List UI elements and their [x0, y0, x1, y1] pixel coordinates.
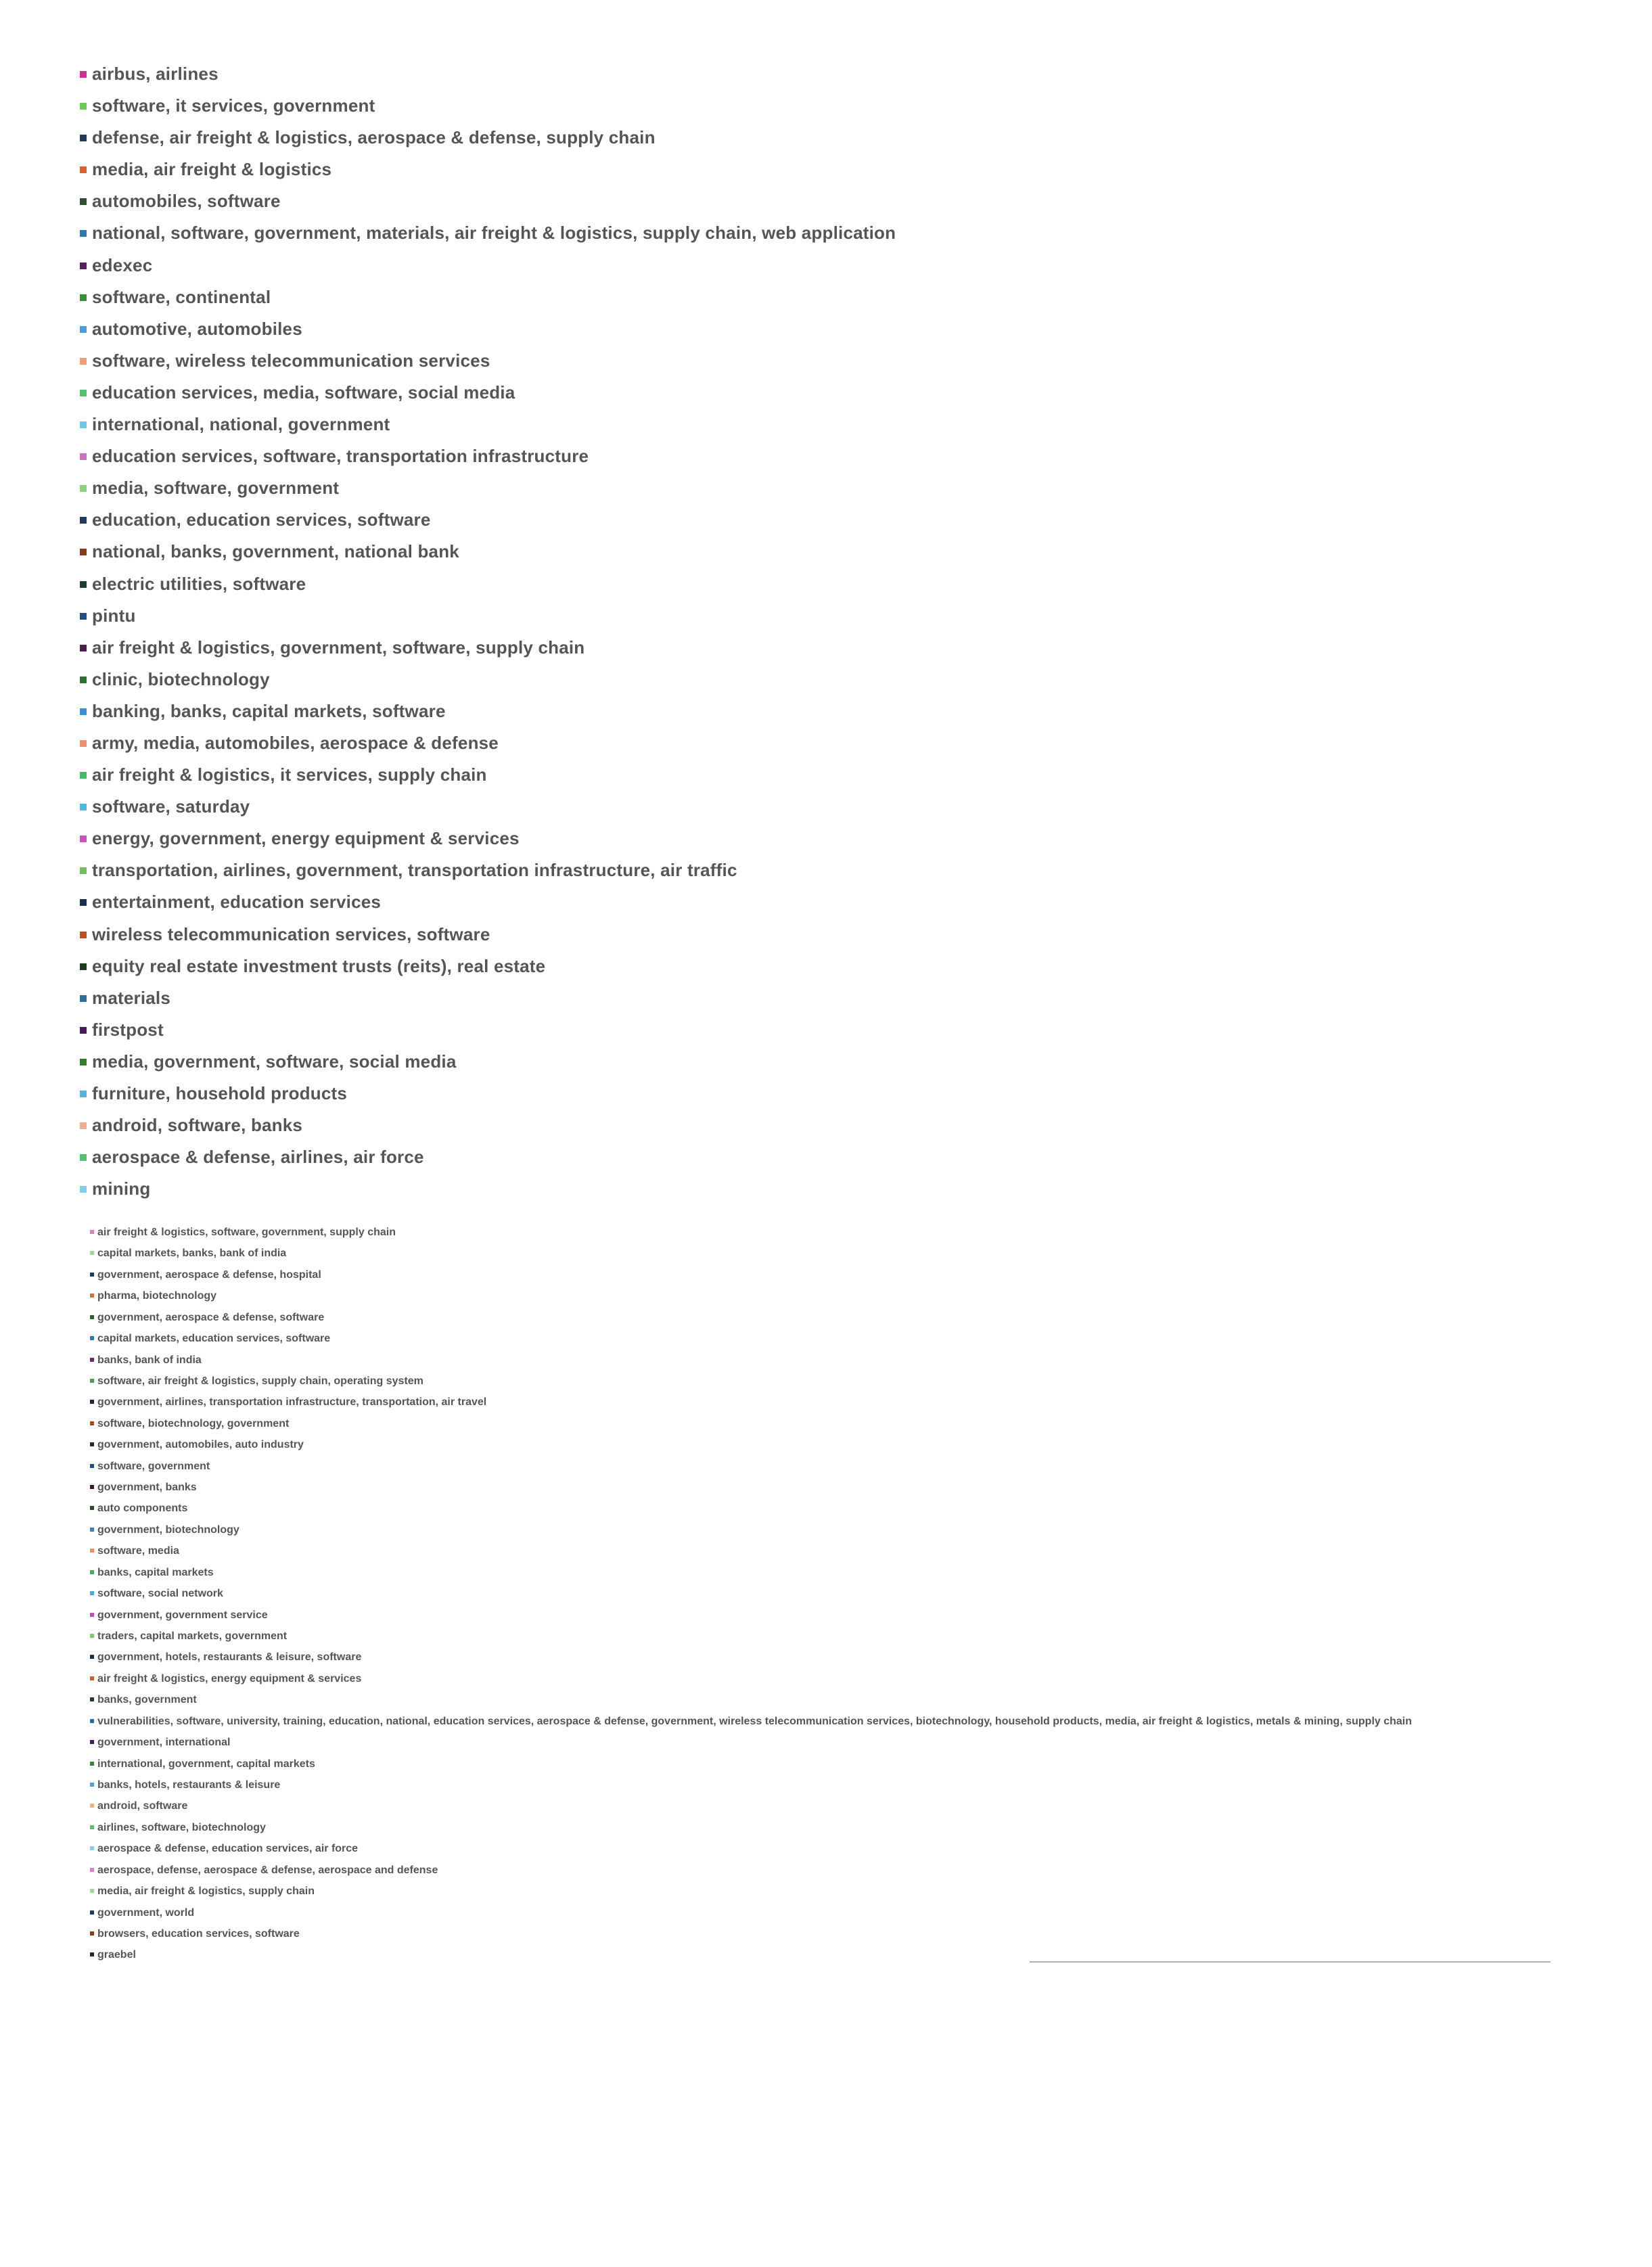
legend-primary-entry [80, 924, 896, 956]
horizontal-divider [1030, 1961, 1551, 1963]
legend-secondary-entry [90, 1736, 1412, 1757]
legend-swatch [80, 262, 87, 269]
legend-secondary-entry [90, 1524, 1412, 1544]
legend-swatch [90, 1336, 94, 1340]
legend-primary-entry [80, 764, 896, 796]
legend-primary [80, 64, 896, 1210]
legend-primary-entry [80, 541, 896, 573]
legend-label: auto components [97, 1503, 188, 1515]
legend-label: capital markets, education services, software [97, 1333, 331, 1345]
legend-swatch [90, 1889, 94, 1893]
legend-label: browsers, education services, software [97, 1927, 300, 1940]
legend-swatch [90, 1804, 94, 1808]
legend-swatch [90, 1251, 94, 1255]
legend-secondary-entry [90, 1417, 1412, 1438]
legend-secondary-entry [90, 1779, 1412, 1800]
legend-label: software, media [97, 1545, 179, 1557]
legend-secondary-entry [90, 1289, 1412, 1310]
legend-swatch [90, 1230, 94, 1234]
legend-swatch [80, 166, 87, 173]
legend-primary-entry [80, 796, 896, 828]
legend-secondary-entry [90, 1672, 1412, 1693]
legend-primary-entry [80, 95, 896, 127]
legend-label: media, software, government [92, 478, 340, 499]
legend-label: automotive, automobiles [92, 318, 302, 339]
legend-swatch [80, 485, 87, 492]
legend-label: software, continental [92, 286, 271, 307]
legend-label: pharma, biotechnology [97, 1290, 217, 1302]
legend-swatch [90, 1400, 94, 1404]
legend-secondary-entry [90, 1566, 1412, 1587]
legend-swatch [90, 1442, 94, 1446]
legend-swatch [80, 198, 87, 205]
legend-primary-entry [80, 64, 896, 95]
legend-secondary-entry [90, 1864, 1412, 1885]
legend-label: pintu [92, 605, 136, 626]
legend-swatch [90, 1591, 94, 1595]
legend-label: mining [92, 1178, 151, 1199]
legend-swatch [90, 1825, 94, 1829]
legend-swatch [90, 1613, 94, 1617]
legend-label: wireless telecommunication services, software [92, 923, 490, 944]
legend-label: software, social network [97, 1588, 223, 1600]
legend-primary-entry [80, 159, 896, 191]
legend-swatch [90, 1315, 94, 1319]
legend-secondary-entry [90, 1311, 1412, 1332]
legend-label: air freight & logistics, software, government, supply chain [97, 1227, 396, 1238]
legend-label: banking, banks, capital markets, software [92, 700, 446, 721]
legend-swatch [90, 1783, 94, 1787]
legend-label: defense, air freight & logistics, aerospace & defense, supply chain [92, 127, 656, 148]
legend-label: aerospace & defense, airlines, air force [92, 1147, 424, 1168]
legend-label: traders, capital markets, government [97, 1630, 288, 1643]
legend-secondary-entry [90, 1268, 1412, 1289]
legend-label: media, air freight & logistics [92, 159, 332, 180]
legend-swatch [80, 453, 87, 460]
legend-secondary-entry [90, 1800, 1412, 1821]
legend-primary-entry [80, 637, 896, 669]
legend-secondary-entry [90, 1651, 1412, 1672]
legend-label: aerospace & defense, education services, air force [97, 1843, 359, 1855]
legend-swatch [80, 1059, 87, 1066]
legend-swatch [80, 708, 87, 715]
legend-label: air freight & logistics, energy equipment & services [97, 1672, 362, 1685]
legend-label: software, wireless telecommunication services [92, 350, 490, 371]
legend-swatch [90, 1358, 94, 1362]
legend-swatch [90, 1634, 94, 1638]
legend-label: electric utilities, software [92, 573, 306, 594]
legend-label: national, banks, government, national bank [92, 541, 459, 562]
legend-primary-entry [80, 414, 896, 446]
legend-label: international, national, government [92, 414, 390, 435]
legend-label: education services, media, software, social media [92, 382, 515, 403]
legend-label: government, biotechnology [97, 1524, 239, 1536]
legend-primary-entry [80, 733, 896, 764]
legend-swatch [80, 835, 87, 842]
legend-label: energy, government, energy equipment & services [92, 828, 520, 849]
legend-swatch [80, 581, 87, 588]
legend-primary-entry [80, 1115, 896, 1147]
legend-primary-entry [80, 509, 896, 541]
legend-secondary-entry [90, 1375, 1412, 1396]
legend-label: international, government, capital markets [97, 1758, 315, 1770]
legend-swatch [80, 963, 87, 970]
legend-secondary-entry [90, 1609, 1412, 1630]
legend-label: government, airlines, transportation infrastructure, transportation, air travel [97, 1396, 487, 1409]
legend-secondary-entry [90, 1481, 1412, 1502]
legend-primary-entry [80, 223, 896, 254]
legend-label: equity real estate investment trusts (reits), real estate [92, 955, 546, 976]
legend-label: government, banks [97, 1482, 197, 1494]
legend-label: capital markets, banks, bank of india [97, 1247, 287, 1260]
legend-swatch [90, 1273, 94, 1277]
legend-secondary-entry [90, 1438, 1412, 1459]
legend-swatch [80, 899, 87, 906]
legend-label: banks, hotels, restaurants & leisure [97, 1779, 281, 1791]
legend-label: army, media, automobiles, aerospace & defense [92, 732, 499, 753]
legend-secondary-entry [90, 1396, 1412, 1417]
legend-secondary-entry [90, 1906, 1412, 1927]
legend-primary-entry [80, 319, 896, 350]
legend-primary-entry [80, 956, 896, 988]
legend-label: government, government service [97, 1609, 268, 1621]
legend-primary-entry [80, 191, 896, 223]
legend-primary-entry [80, 701, 896, 733]
legend-label: government, aerospace & defense, hospital [97, 1268, 321, 1281]
legend-swatch [80, 867, 87, 874]
legend-swatch [80, 358, 87, 365]
legend-primary-entry [80, 860, 896, 892]
legend-primary-entry [80, 127, 896, 159]
legend-primary-entry [80, 988, 896, 1020]
legend-swatch [90, 1719, 94, 1723]
legend-swatch [80, 1122, 87, 1129]
legend-swatch [80, 103, 87, 110]
legend-label: airlines, software, biotechnology [97, 1821, 266, 1833]
legend-swatch [90, 1868, 94, 1872]
legend-secondary-entry [90, 1630, 1412, 1651]
legend-swatch [90, 1655, 94, 1659]
legend-primary-entry [80, 574, 896, 605]
legend-label: entertainment, education services [92, 892, 382, 913]
legend-swatch [80, 772, 87, 779]
legend-secondary-entry [90, 1544, 1412, 1565]
legend-secondary [90, 1226, 1412, 1970]
legend-secondary-entry [90, 1587, 1412, 1608]
legend-primary-entry [80, 446, 896, 478]
legend-label: national, software, government, materials, air freight & logistics, supply chain, web application [92, 223, 896, 244]
legend-primary-entry [80, 382, 896, 414]
legend-swatch [90, 1549, 94, 1553]
legend-secondary-entry [90, 1247, 1412, 1268]
legend-label: government, automobiles, auto industry [97, 1439, 304, 1451]
legend-secondary-entry [90, 1927, 1412, 1948]
legend-label: government, hotels, restaurants & leisure, software [97, 1651, 362, 1664]
legend-swatch [80, 1027, 87, 1034]
legend-swatch [80, 71, 87, 78]
legend-primary-entry [80, 255, 896, 287]
legend-label: government, aerospace & defense, software [97, 1311, 325, 1323]
legend-secondary-entry [90, 1948, 1412, 1969]
legend-label: media, government, software, social media [92, 1051, 457, 1072]
legend-swatch [90, 1846, 94, 1850]
legend-primary-entry [80, 478, 896, 509]
legend-label: automobiles, software [92, 191, 281, 212]
legend-label: graebel [97, 1949, 136, 1961]
legend-swatch [90, 1421, 94, 1425]
legend-swatch [80, 549, 87, 555]
legend-swatch [80, 677, 87, 683]
legend-primary-entry [80, 1147, 896, 1178]
legend-swatch [80, 1186, 87, 1193]
legend-swatch [90, 1931, 94, 1936]
legend-swatch [90, 1910, 94, 1915]
legend-swatch [80, 804, 87, 810]
legend-swatch [90, 1952, 94, 1956]
legend-swatch [80, 932, 87, 938]
legend-primary-entry [80, 828, 896, 860]
legend-primary-entry [80, 287, 896, 319]
legend-label: software, saturday [92, 796, 250, 817]
legend-secondary-entry [90, 1715, 1412, 1736]
legend-label: firstpost [92, 1019, 164, 1040]
legend-label: android, software [97, 1800, 188, 1812]
legend-swatch [80, 230, 87, 237]
legend-swatch [90, 1676, 94, 1680]
legend-secondary-entry [90, 1332, 1412, 1353]
legend-swatch [80, 517, 87, 524]
legend-label: banks, capital markets [97, 1566, 214, 1578]
legend-label: education, education services, software [92, 509, 431, 530]
legend-primary-entry [80, 1178, 896, 1210]
legend-label: air freight & logistics, it services, supply chain [92, 764, 487, 785]
legend-swatch [90, 1697, 94, 1701]
legend-swatch [90, 1485, 94, 1489]
legend-swatch [90, 1762, 94, 1766]
legend-swatch [80, 390, 87, 396]
legend-secondary-entry [90, 1354, 1412, 1375]
legend-label: edexec [92, 254, 153, 275]
legend-swatch [80, 740, 87, 747]
legend-secondary-entry [90, 1758, 1412, 1779]
legend-label: furniture, household products [92, 1083, 348, 1103]
legend-label: software, air freight & logistics, supply chain, operating system [97, 1375, 423, 1387]
legend-primary-entry [80, 669, 896, 701]
legend-label: airbus, airlines [92, 64, 219, 84]
legend-label: education services, software, transportation infrastructure [92, 446, 589, 467]
legend-label: government, international [97, 1737, 231, 1749]
legend-swatch [80, 995, 87, 1002]
legend-label: aerospace, defense, aerospace & defense, aerospace and defense [97, 1864, 438, 1876]
legend-primary-entry [80, 1051, 896, 1083]
legend-label: banks, government [97, 1694, 197, 1706]
legend-swatch [80, 421, 87, 428]
legend-label: clinic, biotechnology [92, 668, 270, 689]
legend-primary-entry [80, 892, 896, 923]
legend-swatch [90, 1506, 94, 1510]
legend-label: vulnerabilities, software, university, training, education, national, education services, aerospace & defense, government, wireless telecommunication services, biotechnology, household products, media, air freight & logistics, metals & mining, supply chain [97, 1715, 1413, 1727]
legend-primary-entry [80, 1083, 896, 1115]
legend-label: materials [92, 987, 170, 1008]
legend-swatch [80, 1154, 87, 1161]
legend-swatch [90, 1379, 94, 1383]
legend-primary-entry [80, 350, 896, 382]
legend-label: software, it services, government [92, 95, 375, 116]
legend-label: banks, bank of india [97, 1354, 202, 1366]
legend-primary-entry [80, 1020, 896, 1051]
legend-swatch [80, 645, 87, 651]
legend-swatch [80, 135, 87, 141]
legend-secondary-entry [90, 1842, 1412, 1863]
legend-swatch [80, 294, 87, 301]
legend-swatch [90, 1740, 94, 1744]
legend-swatch [90, 1464, 94, 1468]
legend-primary-entry [80, 605, 896, 637]
legend-secondary-entry [90, 1226, 1412, 1247]
legend-secondary-entry [90, 1460, 1412, 1481]
legend-secondary-entry [90, 1821, 1412, 1842]
legend-label: software, biotechnology, government [97, 1417, 290, 1429]
legend-label: air freight & logistics, government, software, supply chain [92, 637, 585, 658]
legend-label: government, world [97, 1906, 195, 1919]
legend-label: transportation, airlines, government, transportation infrastructure, air traffic [92, 860, 737, 881]
legend-swatch [80, 326, 87, 333]
legend-label: android, software, banks [92, 1115, 303, 1136]
legend-secondary-entry [90, 1502, 1412, 1523]
legend-label: software, government [97, 1460, 210, 1472]
legend-swatch [90, 1293, 94, 1298]
legend-swatch [80, 1091, 87, 1097]
legend-label: media, air freight & logistics, supply chain [97, 1885, 315, 1898]
legend-secondary-entry [90, 1693, 1412, 1714]
legend-swatch [90, 1528, 94, 1532]
legend-swatch [80, 613, 87, 620]
legend-swatch [90, 1570, 94, 1574]
legend-secondary-entry [90, 1885, 1412, 1906]
